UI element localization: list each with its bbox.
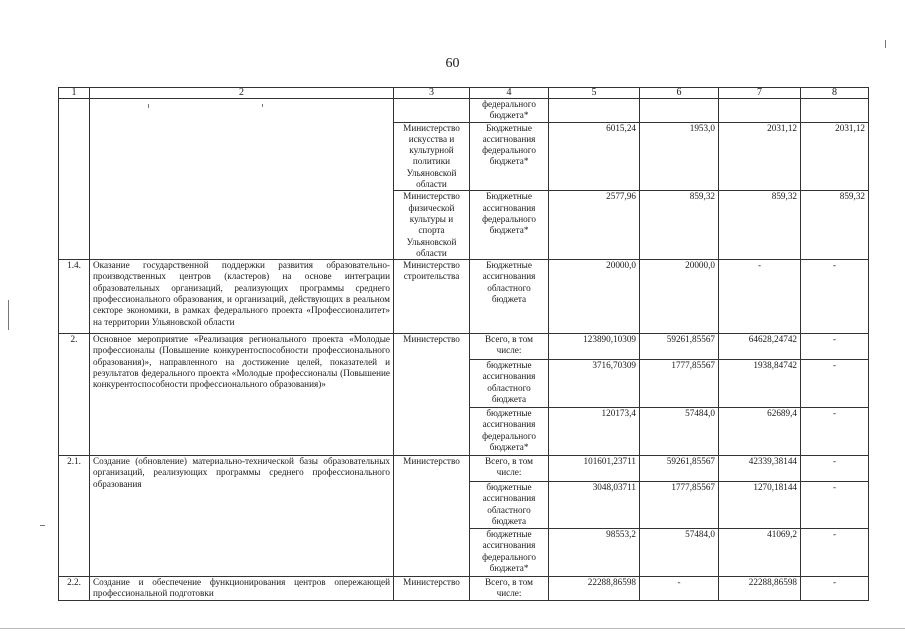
- cell-value: 59261,85567: [640, 334, 719, 360]
- cell-value: 101601,23711: [549, 456, 640, 482]
- cell-source: Всего, в том числе:: [470, 577, 549, 601]
- cell-value: 123890,10309: [549, 334, 640, 360]
- cell-executor: Министерство искусства и культурной политики Ульяновской области: [394, 122, 470, 191]
- header-cell: 3: [394, 88, 470, 99]
- page-number: 60: [445, 56, 460, 71]
- cell-source: Бюджетные ассигнования федерального бюджета*: [470, 122, 549, 191]
- cell-value: 22288,86598: [719, 577, 801, 601]
- cell-source: федерального бюджета*: [470, 99, 549, 123]
- table-row: [59, 334, 869, 360]
- cell-value: -: [640, 577, 719, 601]
- cell-source: Всего, в том числе:: [470, 334, 549, 360]
- cell-value: 57484,0: [640, 408, 719, 456]
- cell-value: 3048,03711: [549, 482, 640, 529]
- cell-value: 859,32: [719, 191, 801, 260]
- cell-description: Основное мероприятие «Реализация регионального проекта «Молодые профессионалы (Повышение конкурентоспособности профессионального образования)», направленного на достижение целей, показателей и результатов федерального проекта «Молодые профессионалы (Повышение конкурентоспособности профессионального образования)»: [90, 334, 394, 456]
- cell-value: 859,32: [801, 191, 869, 260]
- cell-source: бюджетные ассигнования областного бюджета: [470, 482, 549, 529]
- cell-value: 20000,0: [549, 260, 640, 334]
- cell-number: 2.1.: [59, 456, 90, 577]
- cell-value: 22288,86598: [549, 577, 640, 601]
- cell-value: 120173,4: [549, 408, 640, 456]
- cell-value: 62689,4: [719, 408, 801, 456]
- cell-value: -: [801, 456, 869, 482]
- cell-value: 20000,0: [640, 260, 719, 334]
- cell-value: [549, 99, 640, 123]
- cell-source: бюджетные ассигнования областного бюджета: [470, 360, 549, 408]
- cell-value: [640, 99, 719, 123]
- cell-value: [719, 99, 801, 123]
- cell-source: Всего, в том числе:: [470, 456, 549, 482]
- cell-value: 57484,0: [640, 529, 719, 577]
- header-cell: 6: [640, 88, 719, 99]
- cell-value: 59261,85567: [640, 456, 719, 482]
- budget-table: [58, 87, 869, 601]
- cell-value: -: [801, 260, 869, 334]
- header-cell: 8: [801, 88, 869, 99]
- scan-mark: [0, 628, 905, 629]
- cell-executor: [394, 99, 470, 123]
- cell-number: 1.4.: [59, 260, 90, 334]
- scan-mark: [40, 525, 45, 526]
- cell-number: 2.: [59, 334, 90, 456]
- cell-value: 64628,24742: [719, 334, 801, 360]
- cell-value: 1777,85567: [640, 360, 719, 408]
- cell-value: 42339,38144: [719, 456, 801, 482]
- cell-source: бюджетные ассигнования федерального бюджета*: [470, 408, 549, 456]
- cell-source: бюджетные ассигнования федерального бюджета*: [470, 529, 549, 577]
- header-row: [59, 88, 869, 99]
- table-row: [59, 456, 869, 482]
- cell-number: 2.2.: [59, 577, 90, 601]
- scan-mark: [885, 40, 886, 48]
- cell-description: [90, 99, 394, 260]
- cell-value: 41069,2: [719, 529, 801, 577]
- cell-value: 98553,2: [549, 529, 640, 577]
- cell-value: 1777,85567: [640, 482, 719, 529]
- scan-mark: [148, 104, 149, 108]
- cell-value: 6015,24: [549, 122, 640, 191]
- cell-value: -: [801, 577, 869, 601]
- scan-mark: [262, 104, 263, 107]
- header-cell: 4: [470, 88, 549, 99]
- table-row: [59, 260, 869, 334]
- table-row: [59, 99, 869, 123]
- cell-executor: Министерство: [394, 577, 470, 601]
- cell-value: 859,32: [640, 191, 719, 260]
- cell-value: 1270,18144: [719, 482, 801, 529]
- cell-description: Создание и обеспечение функционирования центров опережающей профессиональной подготовки: [90, 577, 394, 601]
- cell-value: -: [719, 260, 801, 334]
- cell-executor: Министерство: [394, 456, 470, 577]
- scan-mark: [8, 300, 9, 330]
- header-cell: 5: [549, 88, 640, 99]
- cell-value: -: [801, 408, 869, 456]
- cell-value: 2031,12: [719, 122, 801, 191]
- header-cell: 2: [90, 88, 394, 99]
- cell-description: Оказание государственной поддержки развития образовательно-производственных центров (кластеров) на основе интеграции образовательных организаций, реализующих программы среднего профессионального образования, и организаций, действующих в реальном секторе экономики, в рамках федерального проекта «Профессионалитет» на территории Ульяновской области: [90, 260, 394, 334]
- cell-value: [801, 99, 869, 123]
- cell-executor: Министерство: [394, 334, 470, 456]
- cell-source: Бюджетные ассигнования федерального бюджета*: [470, 191, 549, 260]
- cell-value: 2031,12: [801, 122, 869, 191]
- cell-value: 1953,0: [640, 122, 719, 191]
- cell-number: [59, 99, 90, 260]
- header-cell: 1: [59, 88, 90, 99]
- cell-value: 3716,70309: [549, 360, 640, 408]
- cell-executor: Министерство строительства: [394, 260, 470, 334]
- cell-value: -: [801, 482, 869, 529]
- header-cell: 7: [719, 88, 801, 99]
- cell-description: Создание (обновление) материально-технической базы образовательных организаций, реализующих программы среднего профессионального образования: [90, 456, 394, 577]
- cell-value: 2577,96: [549, 191, 640, 260]
- cell-value: 1938,84742: [719, 360, 801, 408]
- cell-executor: Министерство физической культуры и спорта Ульяновской области: [394, 191, 470, 260]
- cell-value: -: [801, 334, 869, 360]
- cell-value: -: [801, 360, 869, 408]
- cell-source: Бюджетные ассигнования областного бюджета: [470, 260, 549, 334]
- cell-value: -: [801, 529, 869, 577]
- table-row: [59, 577, 869, 601]
